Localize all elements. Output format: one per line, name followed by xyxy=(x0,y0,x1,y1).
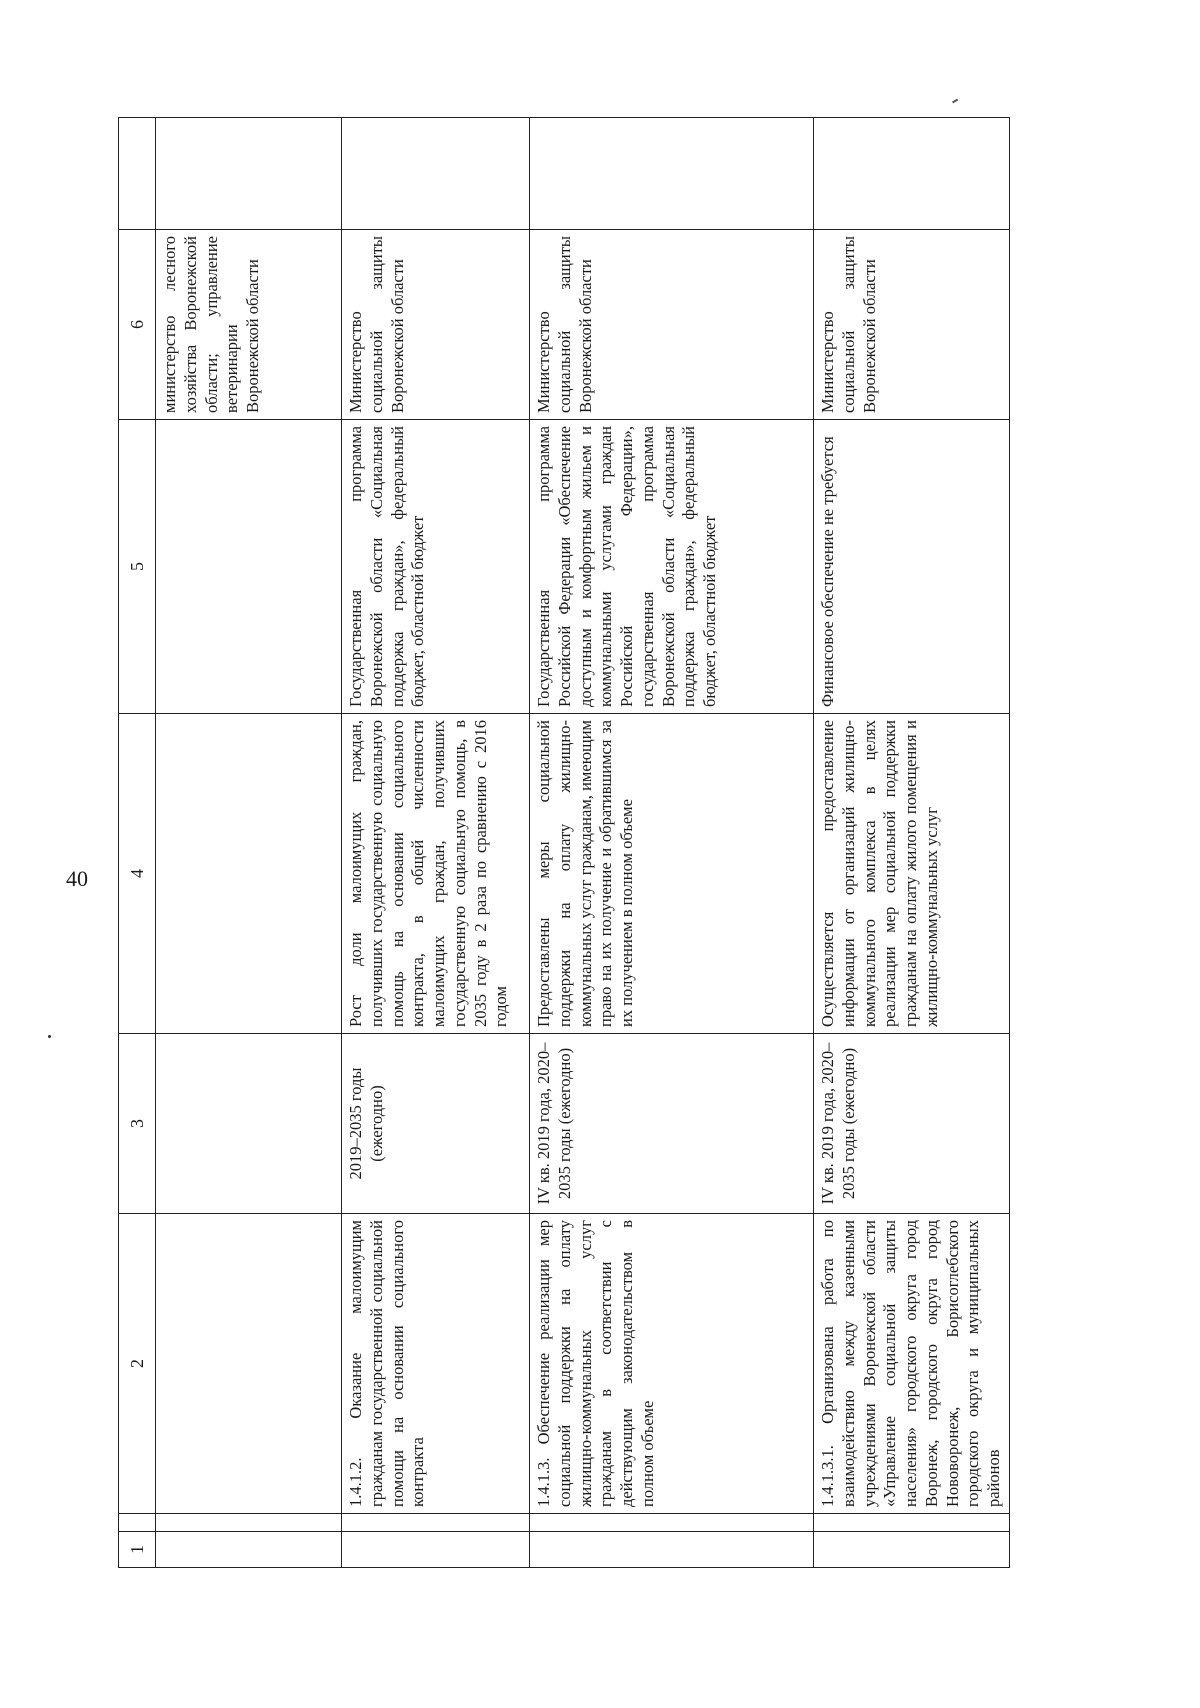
cell-col-5: Государственная программа Воронежской области «Социальная поддержка граждан», федеральный бюджет, областной бюджет xyxy=(342,420,530,714)
cell-col-2: 1.4.1.2. Оказание малоимущим гражданам государственной социальной помощи на основании социального контракта xyxy=(342,1214,530,1514)
cell-gap xyxy=(156,1514,342,1532)
cell-trailing-gap xyxy=(156,118,342,230)
cell-col-3: 2019–2035 годы (ежегодно) xyxy=(342,1034,530,1214)
cell-col-1 xyxy=(530,1532,814,1568)
cell-col-3: IV кв. 2019 года, 2020–2035 годы (ежегодно) xyxy=(530,1034,814,1214)
header-trailing-gap xyxy=(119,118,156,230)
header-gap xyxy=(119,1514,156,1532)
cell-col-4: Осуществляется предоставление информации от организаций жилищно-коммунального комплекса в целях реализации мер социальной поддержки гражданам на оплату жилого помещения и жилищно-коммунальных услуг xyxy=(814,714,1010,1034)
cell-col-5 xyxy=(156,420,342,714)
header-col-3: 3 xyxy=(119,1034,156,1214)
cell-trailing-gap xyxy=(530,118,814,230)
page-number: 40 xyxy=(66,866,88,891)
cell-col-6: Министерство социальной защиты Воронежской области xyxy=(814,230,1010,420)
cell-gap xyxy=(530,1514,814,1532)
rotated-table-container xyxy=(118,118,1004,1568)
cell-gap xyxy=(814,1514,1010,1532)
cell-col-6: министерство лесного хозяйства Воронежской области; управление ветеринарии Воронежской области xyxy=(156,230,342,420)
table-row xyxy=(814,118,1010,1568)
cell-col-3 xyxy=(156,1034,342,1214)
cell-col-6: Министерство социальной защиты Воронежской области xyxy=(530,230,814,420)
cell-col-2 xyxy=(156,1214,342,1514)
header-col-6: 6 xyxy=(119,230,156,420)
header-row xyxy=(119,118,156,1568)
cell-col-3: IV кв. 2019 года, 2020–2035 годы (ежегодно) xyxy=(814,1034,1010,1214)
cell-col-4: Рост доли малоимущих граждан, получивших государственную социальную помощь на основании социального контракта, в общей численности малоимущих граждан, получивших государственную социальную помощь, в 2035 году в 2 раза по сравнению с 2016 годом xyxy=(342,714,530,1034)
measures-table xyxy=(118,117,1010,1568)
table-row xyxy=(156,118,342,1568)
header-col-1: 1 xyxy=(119,1532,156,1568)
cell-col-5: Финансовое обеспечение не требуется xyxy=(814,420,1010,714)
cell-col-2: 1.4.1.3.1. Организована работа по взаимодействию между казенными учреждениями Воронежской области «Управление социальной защиты населения» городского округа город Воронеж, городского округа город Нововоронеж, Борисоглебского городского округа и муниципальных районов xyxy=(814,1214,1010,1514)
cell-trailing-gap xyxy=(342,118,530,230)
cell-gap xyxy=(342,1514,530,1532)
cell-col-5: Государственная программа Российской Федерации «Обеспечение доступным и комфортным жильем и коммунальными услугами граждан Российской Федерации», государственная программа Воронежской области «Социальная поддержка граждан», федеральный бюджет, областной бюджет xyxy=(530,420,814,714)
header-col-4: 4 xyxy=(119,714,156,1034)
cell-col-4 xyxy=(156,714,342,1034)
cell-col-1 xyxy=(814,1532,1010,1568)
cell-trailing-gap xyxy=(814,118,1010,230)
cell-col-6: Министерство социальной защиты Воронежской области xyxy=(342,230,530,420)
scan-speck xyxy=(48,1035,51,1038)
header-col-5: 5 xyxy=(119,420,156,714)
header-col-2: 2 xyxy=(119,1214,156,1514)
table-row xyxy=(530,118,814,1568)
table-row xyxy=(342,118,530,1568)
cell-col-4: Предоставлены меры социальной поддержки на оплату жилищно-коммунальных услуг гражданам, имеющим право на их получение и обратившимся за их получением в полном объеме xyxy=(530,714,814,1034)
cell-col-1 xyxy=(342,1532,530,1568)
cell-col-1 xyxy=(156,1532,342,1568)
scan-speck xyxy=(952,99,958,103)
cell-col-2: 1.4.1.3. Обеспечение реализации мер социальной поддержки на оплату жилищно-коммунальных услуг гражданам в соответствии с действующим законодательством в полном объеме xyxy=(530,1214,814,1514)
